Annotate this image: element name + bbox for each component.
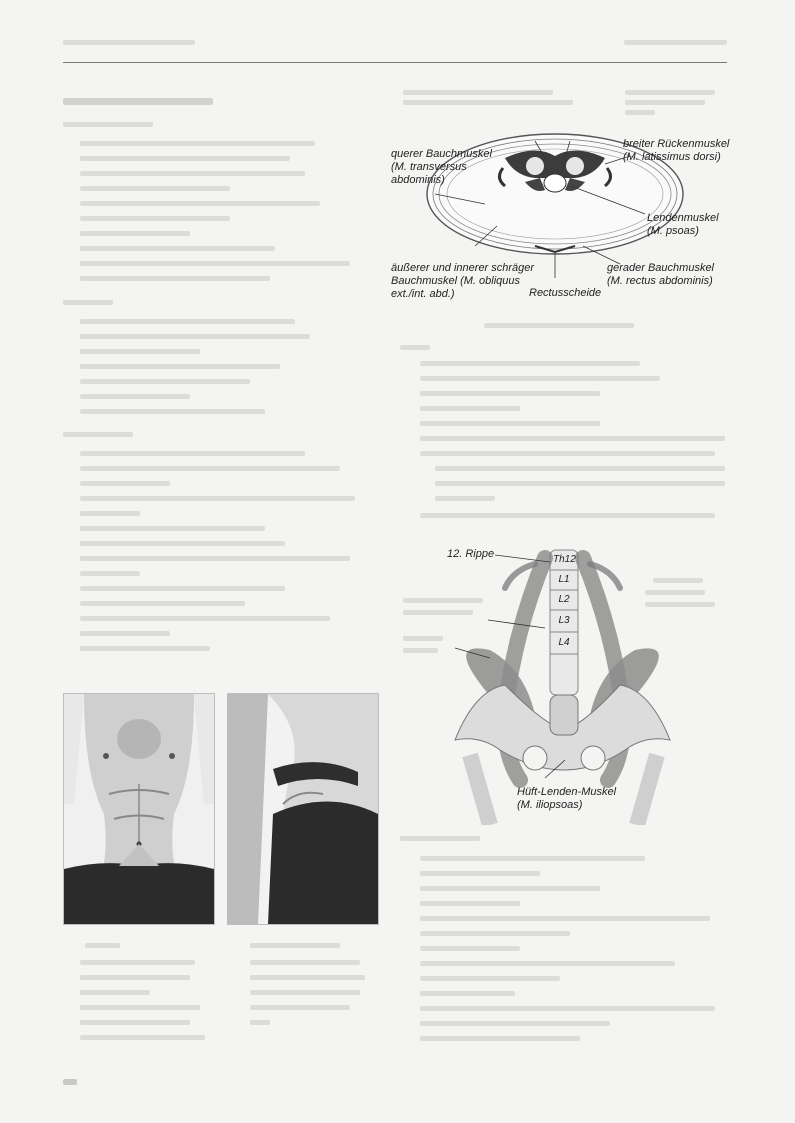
vertebra-l2: L2 <box>558 594 570 605</box>
label-iliopsoas: Hüft-Lenden-Muskel (M. iliopsoas) <box>517 786 617 811</box>
label-rectus: gerader Bauchmuskel (M. rectus abdominis) <box>607 262 715 287</box>
page-number <box>63 1079 77 1085</box>
iliopsoas-figure <box>395 540 730 825</box>
label-latissimus: breiter Rückenmuskel (M. latissimus dorsi) <box>623 138 730 163</box>
vertebra-th12: Th12 <box>553 554 576 565</box>
label-psoas: Lendenmuskel (M. psoas) <box>647 212 719 237</box>
vertebra-l1: L1 <box>558 574 570 585</box>
label-transversus: querer Bauchmuskel (M. transversus abdominis) <box>391 148 492 186</box>
running-header-left <box>63 40 195 45</box>
cross-section-figure <box>385 86 730 316</box>
label-obliquus: äußerer und innerer schräger Bauchmuskel (M. obliquus ext./int. abd.) <box>391 262 535 300</box>
header-rule <box>63 62 727 63</box>
running-header-right <box>624 40 727 45</box>
label-rectus-sheath: Rectusscheide <box>529 287 602 299</box>
vertebra-l4: L4 <box>558 637 570 648</box>
vertebra-l3: L3 <box>558 615 570 626</box>
torso-photo-side <box>227 693 379 925</box>
cross-section-caption <box>484 323 634 328</box>
label-12th-rib: 12. Rippe <box>447 548 495 560</box>
torso-photo-front <box>63 693 215 925</box>
